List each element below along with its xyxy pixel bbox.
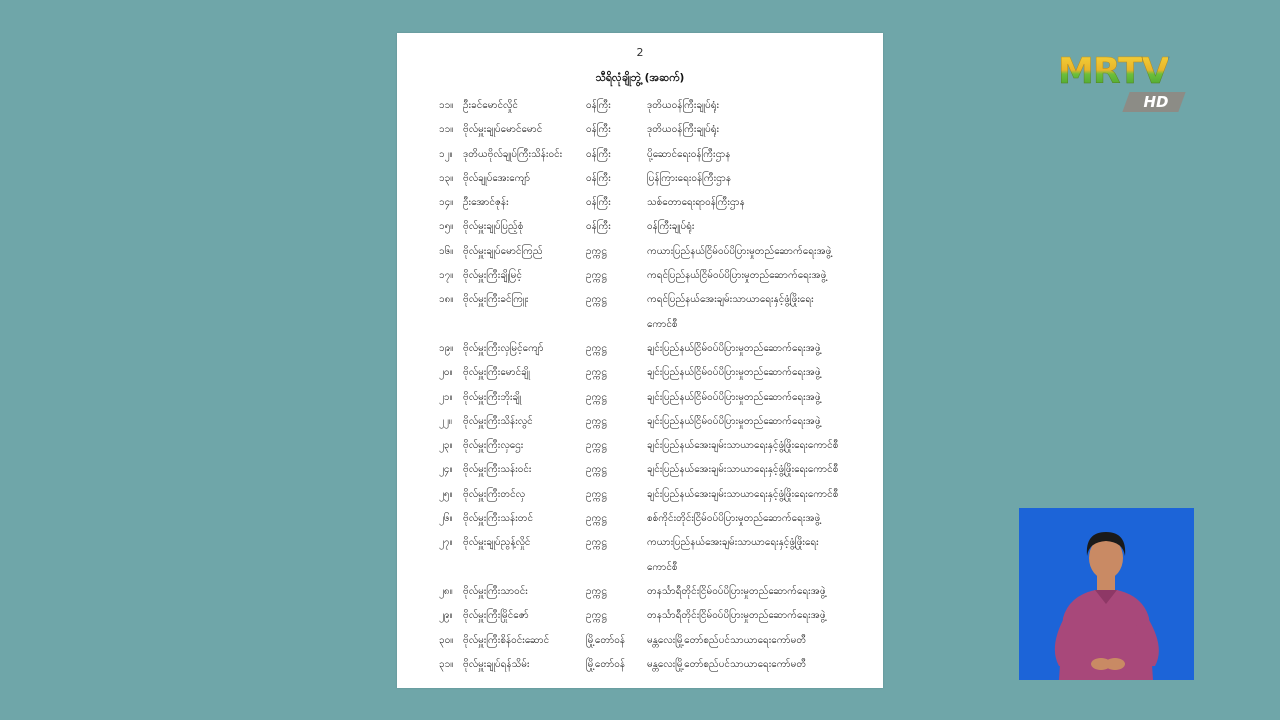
department-name: စစ်ကိုင်းတိုင်းငြိမ်ဝပ်ပိပြားမှုတည်ဆောက်ရေးအဖွဲ့ bbox=[647, 513, 821, 525]
person-name: ဗိုလ်မှူးကြီးစိန်ဝင်းဆောင် bbox=[463, 634, 550, 646]
list-row bbox=[397, 603, 883, 627]
department-name: ချင်းပြည်နယ်အေးချမ်းသာယာရေးနှင့်ဖွံ့ဖြိုးရေးကောင်စီ bbox=[647, 440, 839, 452]
position-title: ဝန်ကြီး bbox=[586, 197, 611, 209]
row-number: ၁၁။ bbox=[439, 100, 454, 111]
row-number: ၁၄။ bbox=[439, 197, 454, 209]
row-number: ၂၈။ bbox=[439, 585, 453, 597]
page-number: 2 bbox=[636, 46, 644, 59]
department-name: ချင်းပြည်နယ်ငြိမ်ဝပ်ပိပြားမှုတည်ဆောက်ရေးအဖွဲ့ bbox=[647, 367, 821, 379]
person-name: ဗိုလ်မှူးချုပ်ပြည့်စုံ bbox=[463, 221, 524, 233]
department-name: ကောင်စီ bbox=[647, 561, 678, 573]
department-name: ကရင်ပြည်နယ်အေးချမ်းသာယာရေးနှင့်ဖွံ့ဖြိုးရေး bbox=[647, 294, 814, 306]
mrtv-hd-logo bbox=[1058, 52, 1188, 118]
list-row bbox=[397, 360, 883, 384]
document-page bbox=[397, 33, 883, 688]
person-name: ဗိုလ်မှူးကြီးသန်းတင် bbox=[463, 513, 534, 525]
position-title: ဥက္ကဋ္ဌ bbox=[586, 440, 607, 452]
list-row bbox=[397, 628, 883, 652]
person-name: ဗိုလ်မှူးကြီးလှမြင့်ကျော် bbox=[463, 342, 544, 354]
position-title: မြို့တော်ဝန် bbox=[586, 634, 626, 646]
row-number: ၁၆။ bbox=[439, 245, 454, 257]
list-row-continuation bbox=[397, 312, 883, 336]
department-name: ကရင်ပြည်နယ်ငြိမ်ဝပ်ပိပြားမှုတည်ဆောက်ရေးအဖွဲ့ bbox=[647, 270, 827, 282]
appointment-list bbox=[397, 93, 883, 676]
row-number: ၂၅။ bbox=[439, 488, 453, 500]
list-row bbox=[397, 482, 883, 506]
position-title: ဥက္ကဋ္ဌ bbox=[586, 513, 607, 525]
row-number: ၃၀။ bbox=[439, 634, 454, 646]
person-name: ဗိုလ်မှူးကြီးမြိုင်ဇော် bbox=[463, 610, 529, 622]
position-title: ဥက္ကဋ္ဌ bbox=[586, 270, 607, 282]
department-name: ချင်းပြည်နယ်အေးချမ်းသာယာရေးနှင့်ဖွံ့ဖြိုးရေးကောင်စီ bbox=[647, 488, 839, 500]
row-number: ၁၈။ bbox=[439, 294, 454, 306]
sign-language-interpreter bbox=[1019, 508, 1194, 680]
position-title: ဥက္ကဋ္ဌ bbox=[586, 245, 607, 257]
person-name: ဗိုလ်မှူးကြီးချိုမြင့် bbox=[463, 270, 522, 282]
department-name: ဒုတိယဝန်ကြီးချုပ်ရုံး bbox=[647, 100, 720, 111]
department-name: သစ်တောရေးရာဝန်ကြီးဌာန bbox=[647, 197, 745, 209]
row-number: ၁၂။ bbox=[439, 148, 453, 160]
department-name: ချင်းပြည်နယ်အေးချမ်းသာယာရေးနှင့်ဖွံ့ဖြိုးရေးကောင်စီ bbox=[647, 464, 839, 476]
department-name: မန္တလေးမြို့တော်စည်ပင်သာယာရေးကော်မတီ bbox=[647, 634, 807, 646]
department-name: ပြန်ကြားရေးဝန်ကြီးဌာန bbox=[647, 172, 732, 184]
person-name: ဗိုလ်မှူးကြီးတင်လှ bbox=[463, 488, 526, 500]
list-row bbox=[397, 263, 883, 287]
position-title: ဝန်ကြီး bbox=[586, 172, 611, 184]
list-row bbox=[397, 409, 883, 433]
position-title: ဝန်ကြီး bbox=[586, 221, 611, 233]
position-title: မြို့တော်ဝန် bbox=[586, 658, 626, 670]
row-number: ၂၂။ bbox=[439, 415, 452, 427]
list-row bbox=[397, 166, 883, 190]
department-name: ကောင်စီ bbox=[647, 318, 678, 330]
department-name: တနင်္သာရီတိုင်းငြိမ်ဝပ်ပိပြားမှုတည်ဆောက်ရေးအဖွဲ့ bbox=[647, 585, 826, 597]
list-row bbox=[397, 530, 883, 554]
list-row bbox=[397, 190, 883, 214]
row-number: ၂၇။ bbox=[439, 537, 453, 549]
person-name: ဗိုလ်မှူးကြီးသာဝင်း bbox=[463, 585, 528, 597]
list-row bbox=[397, 652, 883, 676]
position-title: ဥက္ကဋ္ဌ bbox=[586, 391, 607, 403]
person-name: ဗိုလ်ချုပ်အေးကျော် bbox=[463, 172, 531, 184]
interpreter-figure bbox=[1019, 508, 1194, 680]
position-title: ဝန်ကြီး bbox=[586, 124, 611, 136]
row-number: ၂၁။ bbox=[439, 391, 453, 403]
department-name: ကယားပြည်နယ်ငြိမ်ဝပ်ပိပြားမှုတည်ဆောက်ရေးအဖွဲ့ bbox=[647, 245, 832, 257]
document-heading: သီရိလုံချိုဘွဲ့ (အဆက်) bbox=[595, 72, 685, 84]
person-name: ဗိုလ်မှူးချုပ်မောင်မောင် bbox=[463, 124, 543, 136]
list-row bbox=[397, 579, 883, 603]
list-row bbox=[397, 433, 883, 457]
position-title: ဥက္ကဋ္ဌ bbox=[586, 415, 607, 427]
person-name: ဗိုလ်မှူးချုပ်ညွန့်လှိုင် bbox=[463, 537, 531, 549]
row-number: ၁၁။ bbox=[439, 124, 454, 136]
department-name: မန္တလေးမြို့တော်စည်ပင်သာယာရေးကော်မတီ bbox=[647, 658, 807, 670]
position-title: ဥက္ကဋ္ဌ bbox=[586, 585, 607, 597]
row-number: ၁၅။ bbox=[439, 221, 454, 233]
position-title: ဥက္ကဋ္ဌ bbox=[586, 367, 607, 379]
department-name: ဝန်ကြီးချုပ်ရုံး bbox=[647, 221, 695, 233]
person-name: ဗိုလ်မှူးကြီးဘိုးချို bbox=[463, 391, 522, 403]
department-name: ချင်းပြည်နယ်ငြိမ်ဝပ်ပိပြားမှုတည်ဆောက်ရေးအဖွဲ့ bbox=[647, 342, 821, 354]
position-title: ဥက္ကဋ္ဌ bbox=[586, 610, 607, 622]
hd-badge: HD bbox=[1143, 93, 1169, 111]
list-row bbox=[397, 117, 883, 141]
person-name: ဗိုလ်မှူးချုပ်ရန်သိမ်း bbox=[463, 658, 530, 670]
department-name: တနင်္သာရီတိုင်းငြိမ်ဝပ်ပိပြားမှုတည်ဆောက်ရေးအဖွဲ့ bbox=[647, 610, 826, 622]
row-number: ၁၃။ bbox=[439, 172, 454, 184]
list-row bbox=[397, 214, 883, 238]
department-name: ဒုတိယဝန်ကြီးချုပ်ရုံး bbox=[647, 124, 720, 136]
position-title: ဝန်ကြီး bbox=[586, 100, 611, 111]
department-name: ချင်းပြည်နယ်ငြိမ်ဝပ်ပိပြားမှုတည်ဆောက်ရေးအဖွဲ့ bbox=[647, 415, 821, 427]
list-row bbox=[397, 457, 883, 481]
row-number: ၂၄။ bbox=[439, 464, 453, 476]
row-number: ၂၉။ bbox=[439, 610, 453, 622]
list-row bbox=[397, 287, 883, 311]
position-title: ဥက္ကဋ္ဌ bbox=[586, 488, 607, 500]
person-name: ဒုတိယဗိုလ်ချုပ်ကြီးသိန်းဝင်း bbox=[463, 148, 563, 160]
list-row-continuation bbox=[397, 555, 883, 579]
department-name: ချင်းပြည်နယ်ငြိမ်ဝပ်ပိပြားမှုတည်ဆောက်ရေးအဖွဲ့ bbox=[647, 391, 821, 403]
row-number: ၁၇။ bbox=[439, 270, 454, 282]
mrtv-logo-text: MRTV bbox=[1058, 51, 1169, 92]
row-number: ၃၁။ bbox=[439, 658, 454, 670]
person-name: ဗိုလ်မှူးကြီးသိန်းလွင် bbox=[463, 415, 533, 427]
person-name: ဗိုလ်မှူးချုပ်မောင်ကြည် bbox=[463, 245, 543, 257]
row-number: ၂၀။ bbox=[439, 367, 453, 379]
row-number: ၂၆။ bbox=[439, 513, 453, 525]
position-title: ဥက္ကဋ္ဌ bbox=[586, 464, 607, 476]
list-row bbox=[397, 336, 883, 360]
person-name: ဦးခင်မောင်လှိုင် bbox=[463, 100, 518, 111]
row-number: ၂၃။ bbox=[439, 440, 453, 452]
list-row bbox=[397, 93, 883, 117]
position-title: ဥက္ကဋ္ဌ bbox=[586, 294, 607, 306]
department-name: ကယားပြည်နယ်အေးချမ်းသာယာရေးနှင့်ဖွံ့ဖြိုးရေး bbox=[647, 537, 819, 549]
list-row bbox=[397, 239, 883, 263]
position-title: ဥက္ကဋ္ဌ bbox=[586, 537, 607, 549]
person-name: ဗိုလ်မှူးကြီးခင်ကြူး bbox=[463, 294, 529, 306]
person-name: ဗိုလ်မှူးကြီးမောင်ချို bbox=[463, 367, 530, 379]
list-row bbox=[397, 506, 883, 530]
person-name: ဦးအောင်ဇုန်း bbox=[463, 197, 509, 209]
person-name: ဗိုလ်မှူးကြီးလှဌေး bbox=[463, 440, 524, 452]
position-title: ဝန်ကြီး bbox=[586, 148, 611, 160]
row-number: ၁၉။ bbox=[439, 342, 454, 354]
list-row bbox=[397, 142, 883, 166]
person-name: ဗိုလ်မှူးကြီးသန်းဝင်း bbox=[463, 464, 532, 476]
list-row bbox=[397, 385, 883, 409]
position-title: ဥက္ကဋ္ဌ bbox=[586, 342, 607, 354]
department-name: ပို့ဆောင်ရေးဝန်ကြီးဌာန bbox=[647, 148, 731, 160]
